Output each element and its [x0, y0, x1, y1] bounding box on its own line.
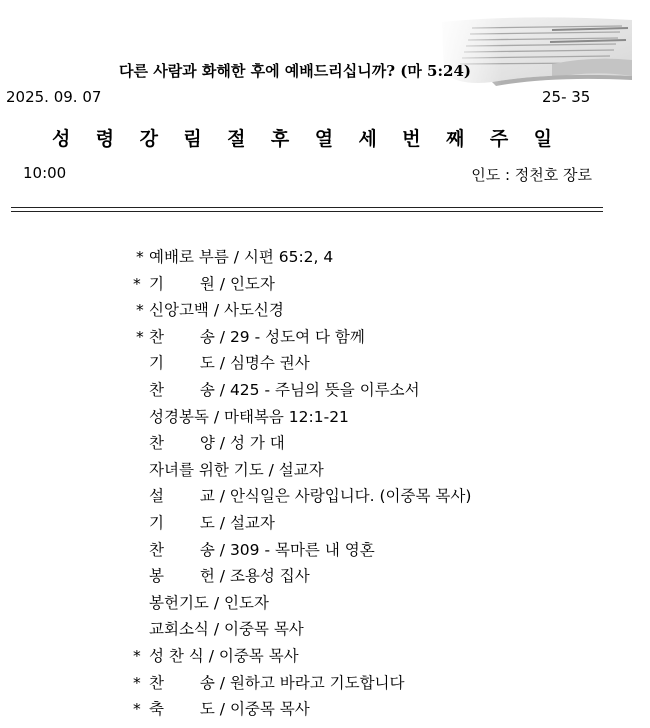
- stand-marker: *: [136, 327, 144, 346]
- list-item-text: 성 찬 식 / 이중목 목사: [149, 646, 299, 665]
- list-item-text: 찬 송 / 원하고 바라고 기도합니다: [149, 673, 405, 692]
- list-item-text: 기 도 / 설교자: [149, 513, 275, 532]
- list-item-text: 신앙고백 / 사도신경: [149, 301, 284, 320]
- title-char: 주: [489, 127, 509, 150]
- bulletin-date: 2025. 09. 07: [6, 88, 102, 106]
- list-item-text: 찬 양 / 성 가 대: [149, 434, 285, 453]
- list-item-text: 자녀를 위한 기도 / 설교자: [149, 460, 324, 479]
- issue-number: 25- 35: [542, 88, 591, 106]
- list-item-text: 설 교 / 안식일은 사랑입니다. (이중목 목사): [149, 487, 472, 506]
- title-char: 번: [402, 127, 421, 150]
- divider-line: [11, 207, 603, 208]
- divider-line: [11, 211, 603, 212]
- title-char: 림: [183, 127, 202, 150]
- stand-marker: *: [133, 274, 141, 293]
- list-item-text: 예배로 부름 / 시편 65:2, 4: [149, 248, 334, 266]
- service-time: 10:00: [23, 164, 67, 182]
- title-char: 열: [314, 127, 334, 150]
- list-item-text: 기 원 / 인도자: [149, 274, 275, 293]
- title-char: 일: [533, 127, 552, 150]
- title-char: 세: [358, 127, 377, 150]
- list-item-text: 봉 헌 / 조용성 집사: [149, 567, 310, 586]
- title-char: 절: [227, 127, 246, 150]
- stand-marker: *: [133, 646, 141, 665]
- list-item-text: 찬 송 / 425 - 주님의 뜻을 이루소서: [149, 380, 420, 399]
- list-item-text: 찬 송 / 309 - 목마른 내 영혼: [149, 540, 375, 559]
- title-char: 째: [446, 127, 465, 150]
- stand-marker: *: [136, 248, 144, 266]
- title-char: 성: [52, 127, 71, 150]
- title-char: 후: [270, 127, 290, 150]
- list-item-text: 축 도 / 이중목 목사: [149, 700, 310, 719]
- list-item-text: 봉헌기도 / 인도자: [149, 593, 269, 612]
- list-item-text: 기 도 / 심명수 권사: [149, 354, 310, 373]
- list-item-text: 교회소식 / 이중목 목사: [149, 620, 304, 639]
- worship-leader: 인도 : 정천호 장로: [471, 166, 592, 184]
- list-item-text: 찬 송 / 29 - 성도여 다 함께: [149, 327, 365, 346]
- scripture-verse: 다른 사람과 화해한 후에 예배드리십니까? (마 5:24): [119, 62, 471, 80]
- stand-marker: *: [133, 700, 141, 719]
- list-item-text: 성경봉독 / 마태복음 12:1-21: [149, 407, 349, 426]
- stand-marker: *: [136, 301, 144, 320]
- stand-marker: *: [133, 673, 141, 692]
- title-char: 령: [95, 127, 115, 150]
- title-char: 강: [139, 127, 158, 150]
- service-title: [52, 124, 552, 150]
